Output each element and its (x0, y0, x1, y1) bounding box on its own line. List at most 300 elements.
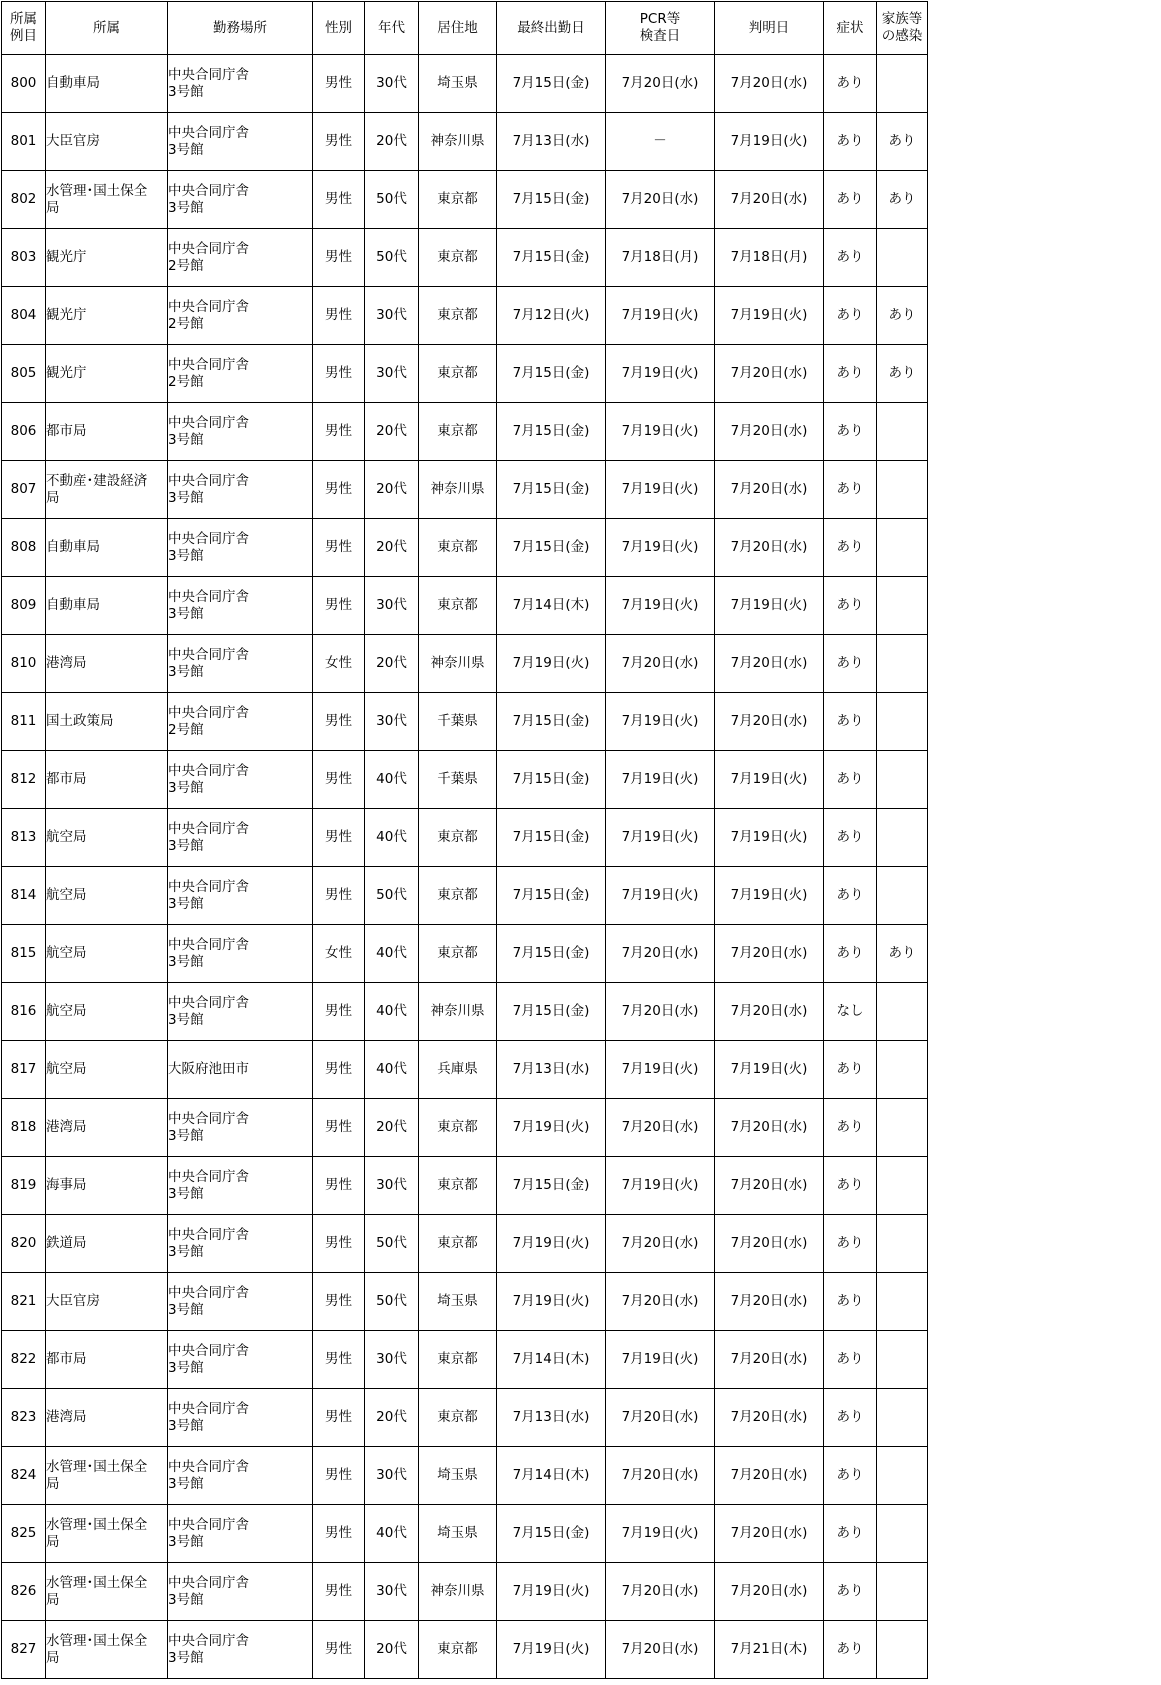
cell-workplace: 中央合同庁舎 3号館 (168, 1389, 313, 1447)
cell-workplace: 中央合同庁舎 3号館 (168, 809, 313, 867)
cell-workplace: 中央合同庁舎 3号館 (168, 867, 313, 925)
cell-id: 827 (2, 1621, 46, 1679)
cell-residence: 千葉県 (419, 693, 497, 751)
cell-dept: 航空局 (46, 809, 168, 867)
cell-workplace: 中央合同庁舎 2号館 (168, 693, 313, 751)
header-last-work: 最終出勤日 (497, 2, 606, 55)
cell-age: 40代 (365, 925, 419, 983)
table-row (2, 113, 928, 171)
cell-confirmed: 7月20日(水) (715, 693, 824, 751)
cell-id: 822 (2, 1331, 46, 1389)
cell-age: 50代 (365, 867, 419, 925)
cell-confirmed: 7月19日(火) (715, 809, 824, 867)
cell-pcr: 7月18日(月) (606, 229, 715, 287)
cell-workplace: 中央合同庁舎 3号館 (168, 1621, 313, 1679)
cell-dept: 観光庁 (46, 229, 168, 287)
cell-family (877, 1621, 928, 1679)
cell-gender: 男性 (313, 461, 365, 519)
cell-id: 807 (2, 461, 46, 519)
cell-age: 20代 (365, 1621, 419, 1679)
table-row (2, 577, 928, 635)
cell-family (877, 229, 928, 287)
table-row (2, 345, 928, 403)
cell-pcr: 7月20日(水) (606, 1215, 715, 1273)
cell-family: あり (877, 171, 928, 229)
cell-dept: 航空局 (46, 983, 168, 1041)
cell-dept: 大臣官房 (46, 1273, 168, 1331)
cell-symptom: あり (824, 1331, 877, 1389)
table-row (2, 1041, 928, 1099)
table-row (2, 1621, 928, 1679)
cell-family: あり (877, 287, 928, 345)
cell-residence: 東京都 (419, 171, 497, 229)
cell-family (877, 983, 928, 1041)
cell-gender: 男性 (313, 867, 365, 925)
cell-dept: 水管理･国土保全 局 (46, 1447, 168, 1505)
cell-last-work: 7月13日(水) (497, 1389, 606, 1447)
cell-age: 30代 (365, 287, 419, 345)
cell-confirmed: 7月20日(水) (715, 635, 824, 693)
table-row (2, 635, 928, 693)
cell-residence: 東京都 (419, 1099, 497, 1157)
cell-workplace: 中央合同庁舎 3号館 (168, 925, 313, 983)
cell-id: 808 (2, 519, 46, 577)
cell-residence: 東京都 (419, 577, 497, 635)
table-row (2, 461, 928, 519)
cell-workplace: 中央合同庁舎 3号館 (168, 1099, 313, 1157)
table-row (2, 171, 928, 229)
cell-age: 30代 (365, 1563, 419, 1621)
cell-symptom: あり (824, 693, 877, 751)
table-row (2, 1505, 928, 1563)
cell-gender: 男性 (313, 1273, 365, 1331)
cell-dept: 航空局 (46, 1041, 168, 1099)
cell-age: 30代 (365, 577, 419, 635)
cell-age: 40代 (365, 1041, 419, 1099)
cell-pcr: 7月20日(水) (606, 925, 715, 983)
cell-pcr: － (606, 113, 715, 171)
table-row (2, 1447, 928, 1505)
cell-gender: 男性 (313, 1505, 365, 1563)
cell-residence: 神奈川県 (419, 113, 497, 171)
cell-confirmed: 7月20日(水) (715, 461, 824, 519)
cell-workplace: 中央合同庁舎 3号館 (168, 1215, 313, 1273)
cell-dept: 不動産･建設経済 局 (46, 461, 168, 519)
cell-last-work: 7月19日(火) (497, 1563, 606, 1621)
case-table (1, 1, 928, 1679)
cell-workplace: 中央合同庁舎 3号館 (168, 113, 313, 171)
cell-residence: 東京都 (419, 809, 497, 867)
cell-gender: 男性 (313, 751, 365, 809)
cell-id: 812 (2, 751, 46, 809)
cell-last-work: 7月15日(金) (497, 693, 606, 751)
cell-last-work: 7月12日(火) (497, 287, 606, 345)
cell-workplace: 中央合同庁舎 2号館 (168, 287, 313, 345)
cell-pcr: 7月19日(火) (606, 867, 715, 925)
cell-workplace: 中央合同庁舎 2号館 (168, 345, 313, 403)
cell-id: 809 (2, 577, 46, 635)
header-pcr: PCR等 検査日 (606, 2, 715, 55)
cell-confirmed: 7月20日(水) (715, 55, 824, 113)
cell-age: 50代 (365, 229, 419, 287)
cell-age: 20代 (365, 1099, 419, 1157)
cell-id: 813 (2, 809, 46, 867)
cell-confirmed: 7月19日(火) (715, 867, 824, 925)
cell-confirmed: 7月20日(水) (715, 1273, 824, 1331)
header-gender: 性別 (313, 2, 365, 55)
cell-gender: 男性 (313, 1331, 365, 1389)
cell-gender: 男性 (313, 171, 365, 229)
cell-pcr: 7月20日(水) (606, 1621, 715, 1679)
cell-last-work: 7月14日(木) (497, 1331, 606, 1389)
cell-pcr: 7月20日(水) (606, 1389, 715, 1447)
cell-confirmed: 7月20日(水) (715, 1157, 824, 1215)
cell-family (877, 1099, 928, 1157)
cell-workplace: 中央合同庁舎 3号館 (168, 171, 313, 229)
cell-id: 814 (2, 867, 46, 925)
cell-residence: 東京都 (419, 519, 497, 577)
cell-symptom: あり (824, 577, 877, 635)
table-row (2, 1331, 928, 1389)
cell-dept: 航空局 (46, 925, 168, 983)
cell-family (877, 1273, 928, 1331)
cell-gender: 男性 (313, 1389, 365, 1447)
cell-gender: 男性 (313, 1447, 365, 1505)
cell-confirmed: 7月20日(水) (715, 171, 824, 229)
cell-dept: 港湾局 (46, 635, 168, 693)
cell-residence: 東京都 (419, 403, 497, 461)
cell-dept: 水管理･国土保全 局 (46, 1563, 168, 1621)
cell-gender: 男性 (313, 809, 365, 867)
cell-age: 40代 (365, 751, 419, 809)
cell-pcr: 7月20日(水) (606, 983, 715, 1041)
cell-pcr: 7月19日(火) (606, 403, 715, 461)
cell-gender: 男性 (313, 229, 365, 287)
cell-last-work: 7月15日(金) (497, 983, 606, 1041)
cell-id: 806 (2, 403, 46, 461)
cell-confirmed: 7月19日(火) (715, 577, 824, 635)
cell-family (877, 635, 928, 693)
table-row (2, 867, 928, 925)
cell-symptom: あり (824, 635, 877, 693)
cell-age: 30代 (365, 345, 419, 403)
cell-family (877, 1041, 928, 1099)
cell-residence: 東京都 (419, 1389, 497, 1447)
cell-confirmed: 7月19日(火) (715, 287, 824, 345)
cell-last-work: 7月15日(金) (497, 345, 606, 403)
cell-residence: 東京都 (419, 345, 497, 403)
header-age: 年代 (365, 2, 419, 55)
cell-workplace: 中央合同庁舎 3号館 (168, 1563, 313, 1621)
cell-workplace: 中央合同庁舎 3号館 (168, 751, 313, 809)
cell-id: 800 (2, 55, 46, 113)
cell-id: 815 (2, 925, 46, 983)
cell-dept: 観光庁 (46, 287, 168, 345)
cell-dept: 鉄道局 (46, 1215, 168, 1273)
cell-id: 801 (2, 113, 46, 171)
cell-gender: 男性 (313, 1563, 365, 1621)
cell-residence: 東京都 (419, 1215, 497, 1273)
cell-last-work: 7月15日(金) (497, 1505, 606, 1563)
cell-dept: 自動車局 (46, 577, 168, 635)
cell-pcr: 7月20日(水) (606, 171, 715, 229)
cell-id: 811 (2, 693, 46, 751)
cell-family (877, 1389, 928, 1447)
cell-confirmed: 7月20日(水) (715, 1215, 824, 1273)
cell-age: 20代 (365, 635, 419, 693)
header-id: 所属 例目 (2, 2, 46, 55)
cell-family (877, 1331, 928, 1389)
cell-workplace: 中央合同庁舎 3号館 (168, 1331, 313, 1389)
cell-residence: 埼玉県 (419, 55, 497, 113)
cell-confirmed: 7月20日(水) (715, 1331, 824, 1389)
cell-id: 817 (2, 1041, 46, 1099)
cell-residence: 兵庫県 (419, 1041, 497, 1099)
cell-gender: 男性 (313, 403, 365, 461)
cell-dept: 海事局 (46, 1157, 168, 1215)
table-row (2, 287, 928, 345)
cell-family (877, 461, 928, 519)
cell-age: 30代 (365, 1331, 419, 1389)
cell-last-work: 7月15日(金) (497, 461, 606, 519)
cell-last-work: 7月19日(火) (497, 1099, 606, 1157)
cell-symptom: あり (824, 1563, 877, 1621)
cell-family (877, 577, 928, 635)
table-row (2, 809, 928, 867)
cell-last-work: 7月19日(火) (497, 635, 606, 693)
cell-family: あり (877, 113, 928, 171)
cell-pcr: 7月19日(火) (606, 519, 715, 577)
cell-family (877, 403, 928, 461)
cell-workplace: 中央合同庁舎 3号館 (168, 1273, 313, 1331)
cell-id: 825 (2, 1505, 46, 1563)
table-row (2, 519, 928, 577)
cell-workplace: 中央合同庁舎 3号館 (168, 1447, 313, 1505)
cell-pcr: 7月19日(火) (606, 693, 715, 751)
cell-dept: 港湾局 (46, 1099, 168, 1157)
cell-id: 816 (2, 983, 46, 1041)
cell-dept: 自動車局 (46, 55, 168, 113)
cell-age: 20代 (365, 1389, 419, 1447)
cell-id: 810 (2, 635, 46, 693)
cell-last-work: 7月15日(金) (497, 229, 606, 287)
header-symptom: 症状 (824, 2, 877, 55)
cell-confirmed: 7月20日(水) (715, 1447, 824, 1505)
cell-last-work: 7月14日(木) (497, 577, 606, 635)
cell-dept: 航空局 (46, 867, 168, 925)
cell-id: 820 (2, 1215, 46, 1273)
cell-gender: 男性 (313, 345, 365, 403)
cell-dept: 観光庁 (46, 345, 168, 403)
cell-age: 30代 (365, 1447, 419, 1505)
cell-gender: 男性 (313, 287, 365, 345)
header-residence: 居住地 (419, 2, 497, 55)
cell-gender: 男性 (313, 577, 365, 635)
cell-age: 30代 (365, 1157, 419, 1215)
cell-id: 823 (2, 1389, 46, 1447)
cell-residence: 神奈川県 (419, 1563, 497, 1621)
cell-workplace: 中央合同庁舎 3号館 (168, 55, 313, 113)
cell-residence: 東京都 (419, 1157, 497, 1215)
header-dept: 所属 (46, 2, 168, 55)
cell-pcr: 7月19日(火) (606, 345, 715, 403)
table-row (2, 925, 928, 983)
cell-confirmed: 7月20日(水) (715, 983, 824, 1041)
table-row (2, 229, 928, 287)
cell-gender: 男性 (313, 983, 365, 1041)
cell-residence: 東京都 (419, 867, 497, 925)
cell-confirmed: 7月20日(水) (715, 925, 824, 983)
cell-gender: 男性 (313, 693, 365, 751)
cell-gender: 男性 (313, 1041, 365, 1099)
cell-residence: 東京都 (419, 229, 497, 287)
cell-family (877, 1447, 928, 1505)
cell-last-work: 7月15日(金) (497, 809, 606, 867)
cell-gender: 男性 (313, 1621, 365, 1679)
cell-age: 40代 (365, 983, 419, 1041)
cell-symptom: あり (824, 925, 877, 983)
cell-id: 818 (2, 1099, 46, 1157)
cell-pcr: 7月20日(水) (606, 1099, 715, 1157)
cell-symptom: あり (824, 287, 877, 345)
cell-family: あり (877, 345, 928, 403)
cell-dept: 水管理･国土保全 局 (46, 171, 168, 229)
cell-symptom: あり (824, 1389, 877, 1447)
cell-family: あり (877, 925, 928, 983)
cell-family (877, 1505, 928, 1563)
cell-pcr: 7月19日(火) (606, 809, 715, 867)
cell-dept: 水管理･国土保全 局 (46, 1621, 168, 1679)
cell-age: 20代 (365, 461, 419, 519)
cell-workplace: 大阪府池田市 (168, 1041, 313, 1099)
cell-symptom: あり (824, 1215, 877, 1273)
cell-residence: 東京都 (419, 287, 497, 345)
cell-age: 50代 (365, 1215, 419, 1273)
cell-dept: 水管理･国土保全 局 (46, 1505, 168, 1563)
cell-age: 50代 (365, 171, 419, 229)
table-row (2, 55, 928, 113)
cell-pcr: 7月19日(火) (606, 751, 715, 809)
cell-pcr: 7月20日(水) (606, 1563, 715, 1621)
cell-residence: 東京都 (419, 1331, 497, 1389)
cell-confirmed: 7月20日(水) (715, 1099, 824, 1157)
cell-last-work: 7月15日(金) (497, 751, 606, 809)
cell-workplace: 中央合同庁舎 3号館 (168, 577, 313, 635)
cell-pcr: 7月19日(火) (606, 287, 715, 345)
cell-symptom: あり (824, 229, 877, 287)
cell-symptom: あり (824, 867, 877, 925)
cell-last-work: 7月13日(水) (497, 113, 606, 171)
cell-age: 20代 (365, 403, 419, 461)
cell-last-work: 7月15日(金) (497, 403, 606, 461)
cell-workplace: 中央合同庁舎 3号館 (168, 1157, 313, 1215)
cell-workplace: 中央合同庁舎 3号館 (168, 403, 313, 461)
table-row (2, 1099, 928, 1157)
cell-id: 803 (2, 229, 46, 287)
cell-symptom: あり (824, 751, 877, 809)
cell-confirmed: 7月20日(水) (715, 1505, 824, 1563)
cell-residence: 埼玉県 (419, 1273, 497, 1331)
cell-workplace: 中央合同庁舎 3号館 (168, 635, 313, 693)
cell-dept: 港湾局 (46, 1389, 168, 1447)
cell-confirmed: 7月20日(水) (715, 345, 824, 403)
cell-symptom: あり (824, 461, 877, 519)
cell-family (877, 1563, 928, 1621)
cell-last-work: 7月15日(金) (497, 1157, 606, 1215)
cell-family (877, 809, 928, 867)
cell-last-work: 7月15日(金) (497, 55, 606, 113)
cell-residence: 埼玉県 (419, 1505, 497, 1563)
cell-dept: 都市局 (46, 1331, 168, 1389)
cell-residence: 神奈川県 (419, 635, 497, 693)
cell-last-work: 7月15日(金) (497, 867, 606, 925)
cell-confirmed: 7月20日(水) (715, 519, 824, 577)
cell-id: 805 (2, 345, 46, 403)
cell-pcr: 7月20日(水) (606, 635, 715, 693)
cell-confirmed: 7月21日(木) (715, 1621, 824, 1679)
cell-age: 20代 (365, 113, 419, 171)
cell-age: 40代 (365, 809, 419, 867)
table-row (2, 751, 928, 809)
cell-confirmed: 7月18日(月) (715, 229, 824, 287)
cell-gender: 男性 (313, 55, 365, 113)
cell-pcr: 7月20日(水) (606, 55, 715, 113)
cell-id: 802 (2, 171, 46, 229)
cell-gender: 男性 (313, 1215, 365, 1273)
cell-dept: 都市局 (46, 751, 168, 809)
cell-last-work: 7月15日(金) (497, 519, 606, 577)
cell-last-work: 7月13日(水) (497, 1041, 606, 1099)
cell-workplace: 中央合同庁舎 3号館 (168, 1505, 313, 1563)
cell-id: 819 (2, 1157, 46, 1215)
cell-dept: 国土政策局 (46, 693, 168, 751)
table-row (2, 1215, 928, 1273)
cell-workplace: 中央合同庁舎 3号館 (168, 461, 313, 519)
cell-last-work: 7月15日(金) (497, 925, 606, 983)
cell-id: 826 (2, 1563, 46, 1621)
cell-age: 30代 (365, 55, 419, 113)
cell-symptom: あり (824, 345, 877, 403)
cell-family (877, 55, 928, 113)
table-row (2, 1157, 928, 1215)
cell-last-work: 7月19日(火) (497, 1273, 606, 1331)
cell-symptom: あり (824, 519, 877, 577)
cell-pcr: 7月19日(火) (606, 1157, 715, 1215)
cell-last-work: 7月19日(火) (497, 1621, 606, 1679)
cell-pcr: 7月19日(火) (606, 1505, 715, 1563)
cell-confirmed: 7月19日(火) (715, 113, 824, 171)
cell-gender: 男性 (313, 113, 365, 171)
cell-age: 30代 (365, 693, 419, 751)
cell-gender: 男性 (313, 519, 365, 577)
cell-family (877, 1157, 928, 1215)
cell-pcr: 7月20日(水) (606, 1447, 715, 1505)
cell-gender: 女性 (313, 925, 365, 983)
cell-confirmed: 7月20日(水) (715, 403, 824, 461)
header-family: 家族等 の感染 (877, 2, 928, 55)
cell-dept: 大臣官房 (46, 113, 168, 171)
cell-age: 50代 (365, 1273, 419, 1331)
cell-last-work: 7月14日(木) (497, 1447, 606, 1505)
cell-symptom: あり (824, 809, 877, 867)
cell-workplace: 中央合同庁舎 3号館 (168, 983, 313, 1041)
cell-workplace: 中央合同庁舎 3号館 (168, 519, 313, 577)
table-row (2, 1389, 928, 1447)
cell-id: 821 (2, 1273, 46, 1331)
cell-last-work: 7月15日(金) (497, 171, 606, 229)
header-row (2, 2, 928, 55)
cell-symptom: あり (824, 1447, 877, 1505)
